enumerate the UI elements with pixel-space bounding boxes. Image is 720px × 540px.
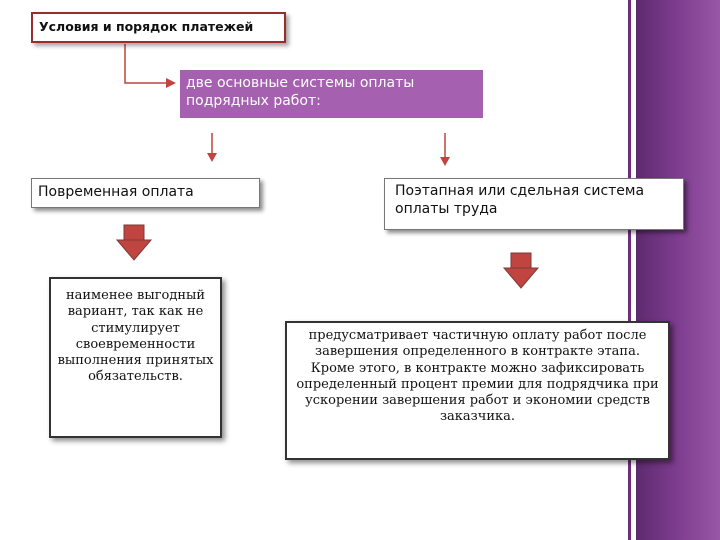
staged-payment-heading: Поэтапная или сдельная система оплаты труда [395, 183, 645, 217]
systems-label: две основные системы оплаты подрядных работ: [186, 75, 415, 109]
title-text: Условия и порядок платежей [39, 19, 254, 34]
hourly-payment-description-box [49, 277, 222, 438]
staged-payment-description-box [285, 321, 670, 460]
hourly-payment-box [31, 178, 260, 208]
systems-box [180, 70, 483, 118]
hourly-payment-heading: Повременная оплата [38, 184, 194, 200]
staged-payment-box [384, 178, 684, 230]
title-box [31, 12, 286, 43]
staged-payment-description: предусматривает частичную оплату работ после завершения определенного в контракте этапа. Кроме этого, в контракте можно зафиксировать определенный процент премии для подрядчика при ускорении завершения работ и экономии средств заказчика. [296, 328, 659, 425]
hourly-payment-description: наименее выгодный вариант, так как не стимулирует своевременности выполнения принятых обязательств. [57, 288, 214, 385]
